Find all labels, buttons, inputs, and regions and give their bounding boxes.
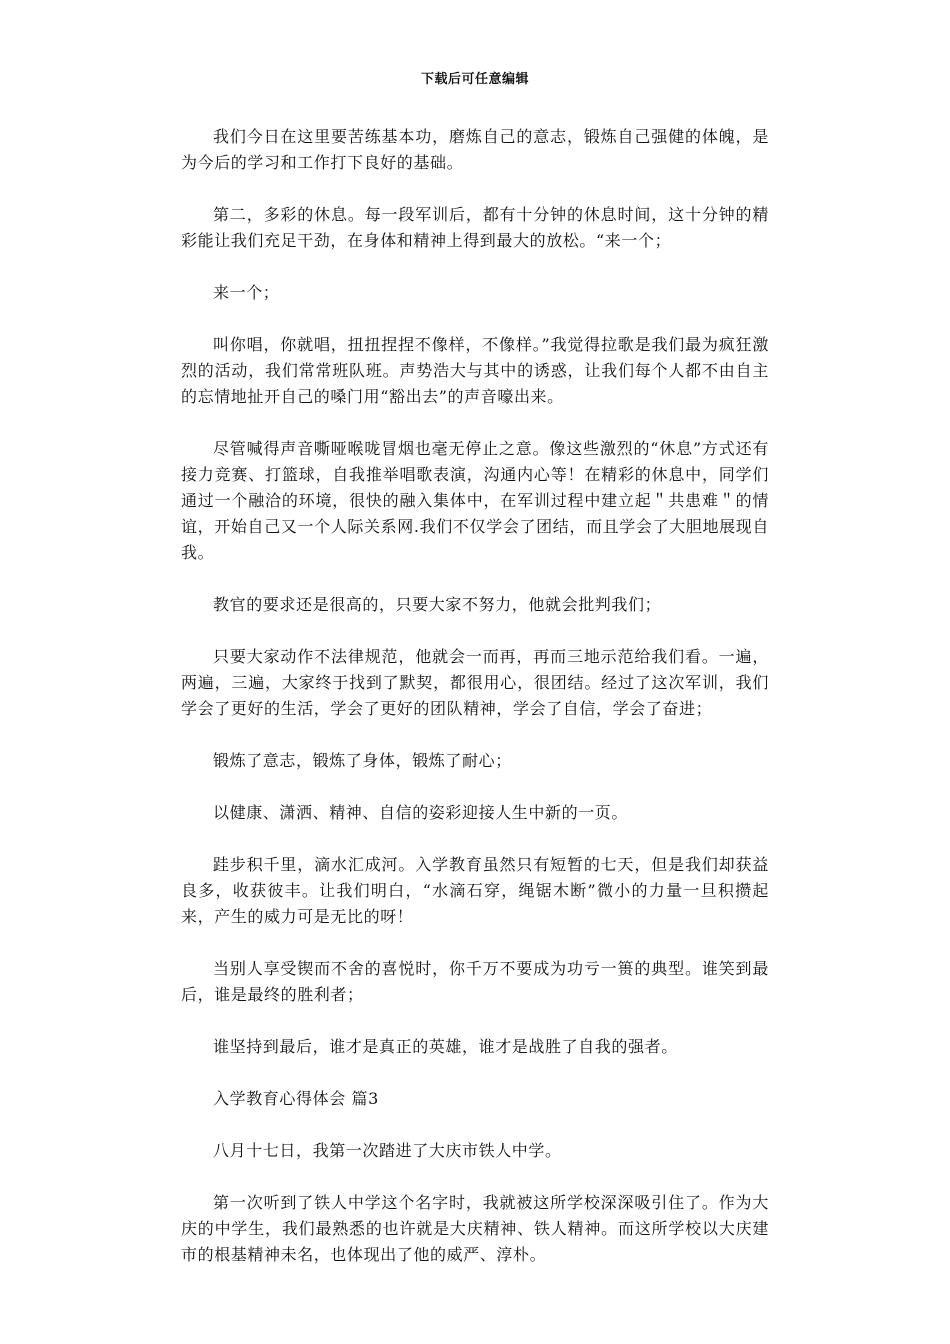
page-header: 下载后可任意编辑	[420, 72, 529, 87]
paragraph: 叫你唱，你就唱，扭扭捏捏不像样，不像样。”我觉得拉歌是我们最为疯狂激烈的活动，我们常常班队班。声势浩大与其中的诱惑，让我们每个人都不由自主的忘情地扯开自己的嗓门用“豁出去”的声音嚎出来。	[181, 335, 769, 406]
paragraph: 锻炼了意志，锻炼了身体，锻炼了耐心；	[213, 751, 512, 770]
paragraph: 尽管喊得声音嘶哑喉咙冒烟也毫无停止之意。像这些激烈的“休息”方式还有接力竞赛、打篮球，自我推举唱歌表演，沟通内心等！在精彩的休息中，同学们通过一个融洽的环境，很快的融入集体中，在军训过程中建立起＂共患难＂的情谊，开始自己又一个人际关系网.我们不仅学会了团结，而且学会了大胆地展现自我。	[181, 439, 769, 562]
paragraph: 谁坚持到最后，谁才是真正的英雄，谁才是战胜了自我的强者。	[213, 1037, 678, 1056]
paragraph: 当别人享受锲而不舍的喜悦时，你千万不要成为功亏一篑的典型。谁笑到最后，谁是最终的胜利者；	[181, 959, 769, 1004]
paragraph: 以健康、潇洒、精神、自信的姿彩迎接人生中新的一页。	[213, 803, 629, 822]
document-body	[181, 124, 769, 1294]
paragraph: 只要大家动作不法律规范，他就会一而再，再而三地示范给我们看。一遍，两遍，三遍，大家终于找到了默契，都很用心，很团结。经过了这次军训，我们学会了更好的生活，学会了更好的团队精神，学会了自信，学会了奋进；	[181, 647, 769, 718]
paragraph: 教官的要求还是很高的，只要大家不努力，他就会批判我们；	[213, 595, 662, 614]
paragraph: 第一次听到了铁人中学这个名字时，我就被这所学校深深吸引住了。作为大庆的中学生，我们最熟悉的也许就是大庆精神、铁人精神。而这所学校以大庆建市的根基精神未名，也体现出了他的威严、淳朴。	[181, 1193, 769, 1264]
section-heading: 入学教育心得体会 篇3	[213, 1089, 379, 1108]
paragraph: 跬步积千里，滴水汇成河。入学教育虽然只有短暂的七天，但是我们却获益良多，收获彼丰。让我们明白，“水滴石穿，绳锯木断”微小的力量一旦积攒起来，产生的威力可是无比的呀！	[181, 855, 769, 926]
paragraph: 八月十七日，我第一次踏进了大庆市铁人中学。	[213, 1141, 562, 1160]
paragraph: 来一个；	[213, 283, 280, 302]
paragraph: 我们今日在这里要苦练基本功，磨炼自己的意志，锻炼自己强健的体魄，是为今后的学习和工作打下良好的基础。	[181, 127, 769, 172]
paragraph: 第二，多彩的休息。每一段军训后，都有十分钟的休息时间，这十分钟的精彩能让我们充足干劲，在身体和精神上得到最大的放松。“来一个；	[181, 205, 769, 250]
